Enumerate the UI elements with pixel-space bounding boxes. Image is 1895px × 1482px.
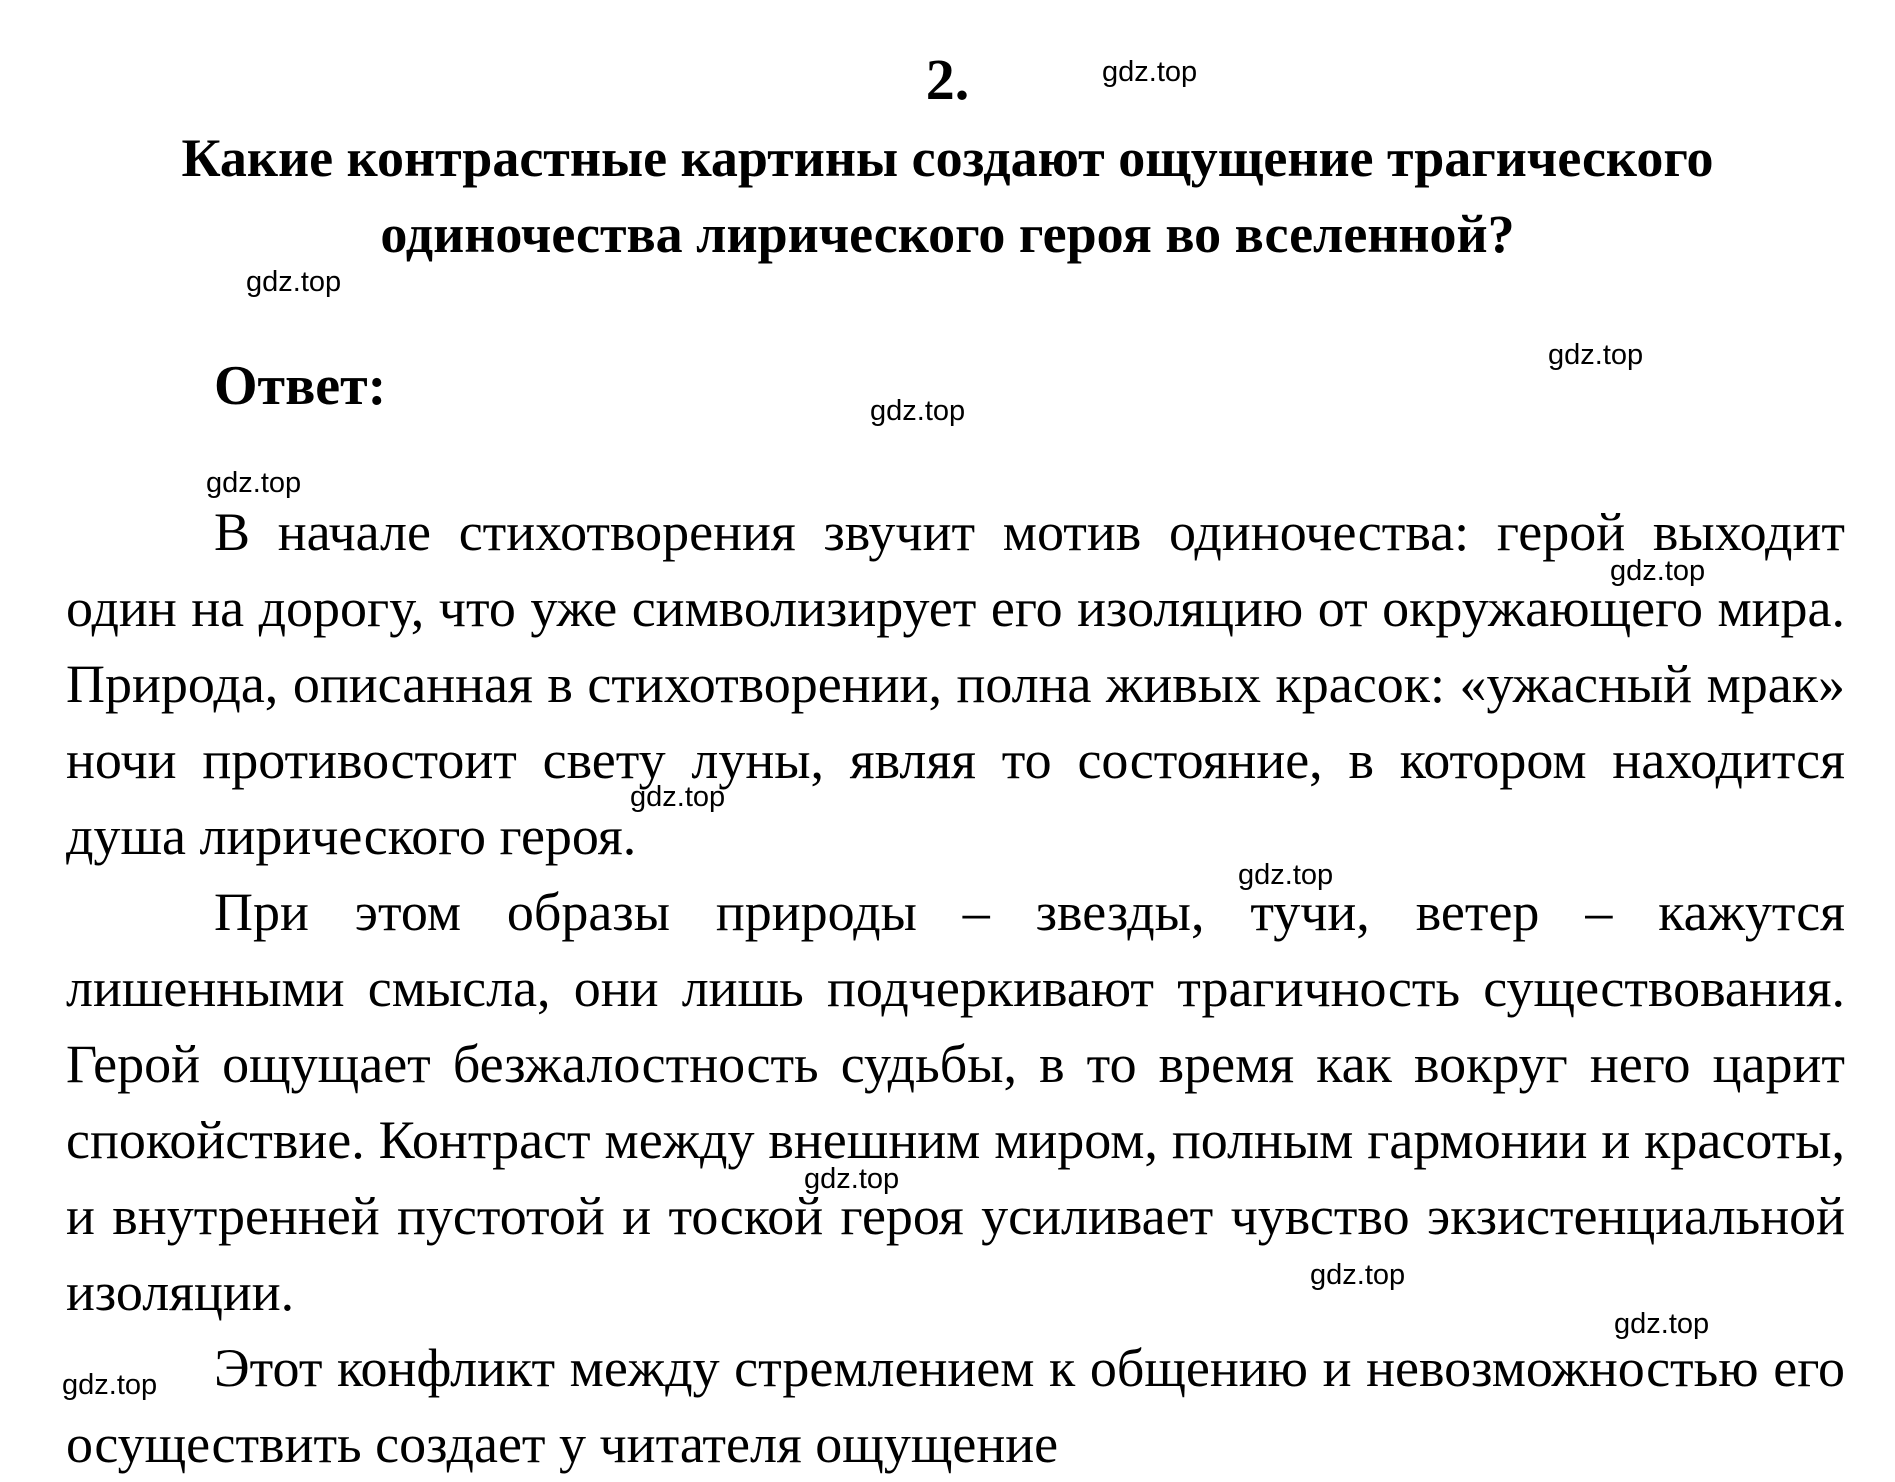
watermark: gdz.top (1102, 56, 1198, 88)
watermark: gdz.top (1310, 1259, 1406, 1291)
answer-paragraph-1: В начале стихотворения звучит мотив одиночества: герой выходит один на дорогу, что уже символизирует его изоляцию от окружающего мира. Природа, описанная в стихотворении, полна живых красок: «ужасный мрак» ночи противостоит свету луны, являя то состояние, в котором находится душа лирического героя. (66, 502, 1845, 866)
watermark: gdz.top (804, 1163, 900, 1195)
watermark: gdz.top (630, 781, 726, 813)
answer-label: Ответ: (214, 355, 387, 417)
watermark: gdz.top (1610, 555, 1706, 587)
watermark: gdz.top (206, 467, 302, 499)
task-number: 2. (925, 47, 970, 112)
watermark: gdz.top (1238, 859, 1334, 891)
watermark: gdz.top (62, 1369, 158, 1401)
answer-paragraph-3: Этот конфликт между стремлением к общению и невозможностью его осуществить создает у читателя ощущение (66, 1338, 1845, 1474)
answer-paragraph-2: При этом образы природы – звезды, тучи, ветер – кажутся лишенными смысла, они лишь подчеркивают трагичность существования. Герой ощущает безжалостность судьбы, в то время как вокруг него царит спокойствие. Контраст между внешним миром, полным гармонии и красоты, и внутренней пустотой и тоской героя усиливает чувство экзистенциальной изоляции. (66, 882, 1845, 1322)
question-heading: Какие контрастные картины создают ощущение трагического одиночества лирического героя во вселенной? (181, 128, 1714, 264)
watermark: gdz.top (246, 266, 342, 298)
watermark: gdz.top (1548, 339, 1644, 371)
watermark: gdz.top (870, 395, 966, 427)
watermark: gdz.top (1614, 1308, 1710, 1340)
